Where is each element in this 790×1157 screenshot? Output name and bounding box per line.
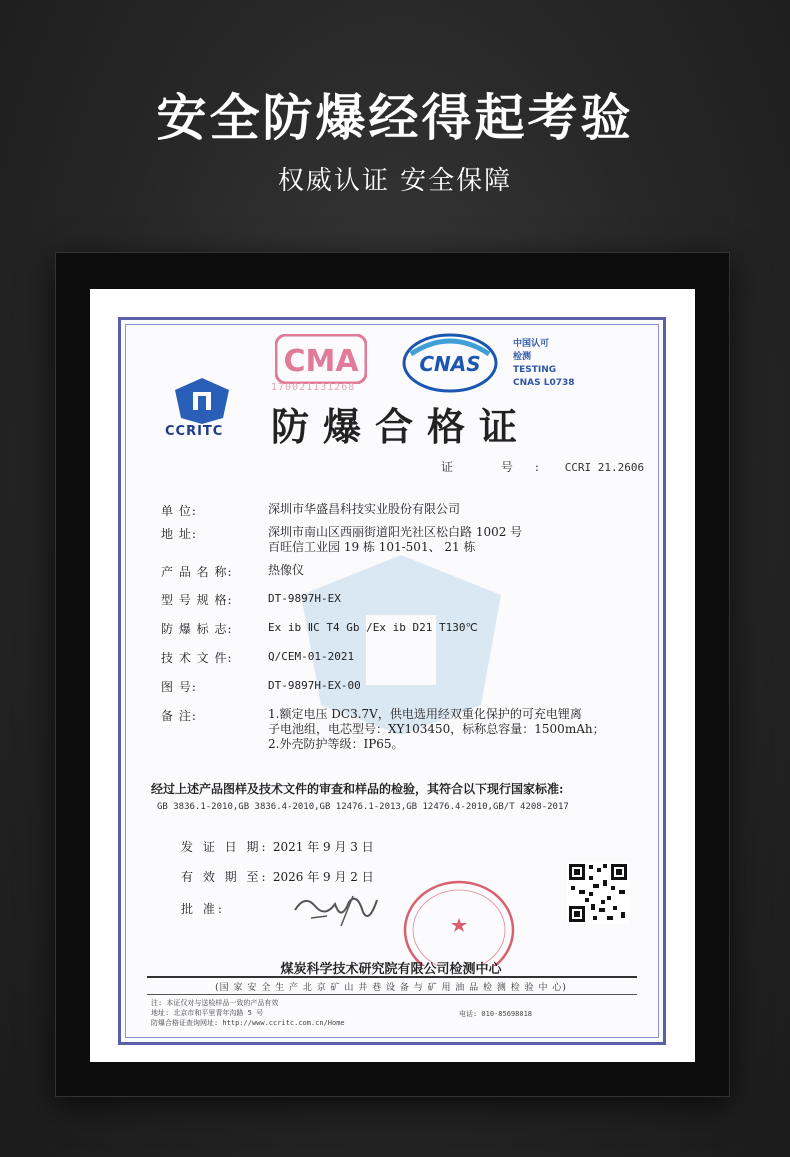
footnote-line: 地址: 北京市和平里青年沟路 5 号: [151, 1009, 264, 1017]
cnas-logo-icon: [401, 332, 499, 394]
footnote-line: 防爆合格证查询网址: http://www.ccritc.com.cn/Home: [151, 1019, 345, 1027]
issue-date-value: 2021 年 9 月 3 日: [272, 840, 374, 854]
field-value: Q/CEM-01-2021: [268, 650, 355, 663]
telephone: 电话: 010-85698018: [459, 1010, 533, 1018]
certificate-title: 防爆合格证: [271, 405, 532, 449]
cnas-side-line: 中国认可: [513, 339, 550, 349]
footnote-line: 注: 本证仅对与送检样品一致的产品有效: [151, 999, 279, 1007]
field-value-line2: 子电池组，电芯型号：XY103450，标称总容量：1500mAh；: [268, 722, 605, 736]
cma-number: 170021131268: [271, 382, 356, 393]
footnotes: [151, 998, 345, 1028]
subline: 权威认证 安全保障: [277, 166, 513, 196]
cert-no-label: 证 号:: [441, 460, 561, 474]
divider: [147, 976, 637, 978]
cnas-side-text: [513, 338, 575, 390]
field-value-line2: 百旺信工业园 19 栋 101-501、 21 栋: [268, 540, 476, 554]
valid-date-value: 2026 年 9 月 2 日: [272, 870, 374, 884]
ccritc-logo-icon: [171, 376, 233, 426]
cnas-label: CNAS: [419, 352, 481, 376]
divider: [147, 994, 637, 995]
conformity-statement: 经过上述产品图样及技术文件的审查和样品的检验，其符合以下现行国家标准:: [151, 782, 564, 796]
issue-date-row: [181, 838, 374, 855]
cnas-side-line: CNAS L0738: [513, 378, 575, 388]
field-value: 热像仪: [268, 563, 305, 577]
field-value: 深圳市南山区西丽街道阳光社区松白路 1002 号: [268, 525, 523, 539]
official-seal-icon: [401, 880, 517, 966]
cma-label: CMA: [283, 344, 359, 379]
field-value: DT-9897H-EX-00: [268, 679, 361, 692]
field-value: DT-9897H-EX: [268, 592, 341, 605]
field-label: 备 注:: [161, 709, 197, 723]
issuer-name: 煤炭科学技术研究院有限公司检测中心: [280, 962, 502, 977]
signature-icon: [291, 888, 381, 932]
field-label: 防 爆 标 志:: [161, 622, 233, 636]
valid-date-label: 有 效 期 至:: [181, 870, 269, 884]
field-label: 技 术 文 件:: [161, 651, 233, 665]
issue-date-label: 发 证 日 期:: [181, 840, 269, 854]
field-label: 型 号 规 格:: [161, 593, 233, 607]
cma-logo-icon: [275, 334, 367, 384]
certificate: [118, 317, 666, 1045]
field-value-line3: 2.外壳防护等级：IP65。: [268, 737, 404, 751]
cnas-side-line: TESTING: [513, 365, 557, 375]
headline: 安全防爆经得起考验: [156, 89, 634, 147]
field-label: 单 位:: [161, 504, 197, 518]
field-value: Ex ib ⅡC T4 Gb /Ex ib D21 T130℃: [268, 621, 478, 634]
qr-code-icon: [567, 862, 629, 924]
issuer-subtitle: (国 家 安 全 生 产 北 京 矿 山 井 巷 设 备 与 矿 用 油 品 检 测 检 验 中 心): [215, 983, 567, 993]
cnas-side-line: 检测: [513, 352, 532, 362]
field-value: 1.额定电压 DC3.7V，供电选用经双重化保护的可充电锂离: [268, 707, 582, 721]
cert-no-value: CCRI 21.2606: [564, 461, 645, 474]
ccritc-label: CCRITC: [165, 424, 224, 439]
field-label: 地 址:: [161, 527, 197, 541]
field-value: 深圳市华盛昌科技实业股份有限公司: [268, 502, 461, 516]
approve-label: 批 准:: [181, 902, 225, 916]
approve-row: [181, 900, 269, 917]
standards-list: GB 3836.1-2010,GB 3836.4-2010,GB 12476.1-2013,GB 12476.4-2010,GB/T 4208-2017: [157, 802, 569, 812]
certificate-number: [441, 458, 644, 475]
field-label: 产 品 名 称:: [161, 565, 233, 579]
valid-date-row: [181, 868, 374, 885]
field-label: 图 号:: [161, 680, 197, 694]
